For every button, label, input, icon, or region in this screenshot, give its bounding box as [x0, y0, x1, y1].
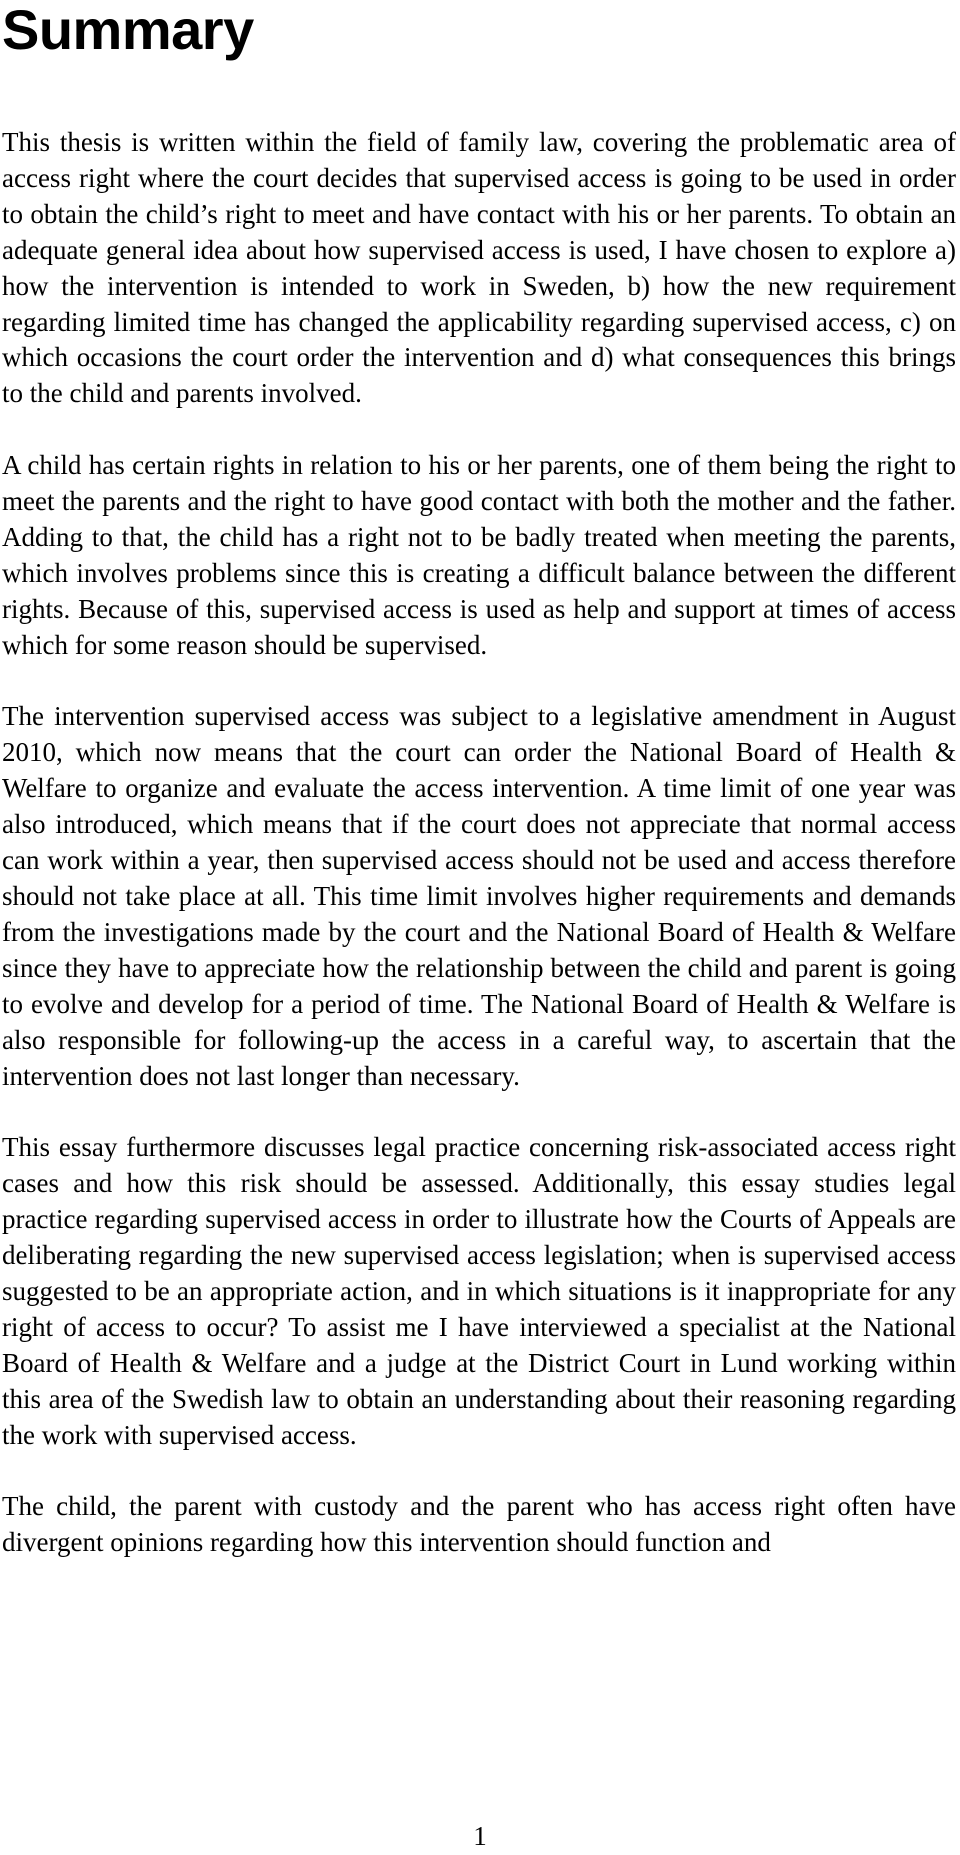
paragraph-3: The intervention supervised access was subject to a legislative amendment in August 2010, which now means that the court can order the National Board of Health & Welfare to organize and evaluate the access intervention. A time limit of one year was also introduced, which means that if the court does not appreciate that normal access can work within a year, then supervised access should not be used and access therefore should not take place at all. This time limit involves higher requirements and demands from the investigations made by the court and the National Board of Health & Welfare since they have to appreciate how the relationship between the child and parent is going to evolve and develop for a period of time. The National Board of Health & Welfare is also responsible for following-up the access in a careful way, to ascertain that the intervention does not last longer than necessary. [2, 701, 956, 1091]
paragraph-5: The child, the parent with custody and the parent who has access right often have divergent opinions regarding how this intervention should function and [2, 1491, 956, 1558]
paragraph-4: This essay furthermore discusses legal practice concerning risk-associated access right cases and how this risk should be assessed. Additionally, this essay studies legal practice regarding supervised access in order to illustrate how the Courts of Appeals are deliberating regarding the new supervised access legislation; when is supervised access suggested to be an appropriate action, and in which situations is it inappropriate for any right of access to occur? To assist me I have interviewed a specialist at the National Board of Health & Welfare and a judge at the District Court in Lund working within this area of the Swedish law to obtain an understanding about their reasoning regarding the work with supervised access. [2, 1132, 956, 1450]
summary-body [2, 125, 956, 1561]
page-title: Summary [2, 0, 254, 61]
page-number: 1 [473, 1821, 487, 1851]
paragraph-2: A child has certain rights in relation to his or her parents, one of them being the right to meet the parents and the right to have good contact with both the mother and the father. Adding to that, the child has a right not to be badly treated when meeting the parents, which involves problems since this is creating a difficult balance between the different rights. Because of this, supervised access is used as help and support at times of access which for some reason should be supervised. [2, 450, 956, 660]
paragraph-1: This thesis is written within the field of family law, covering the problematic area of access right where the court decides that supervised access is going to be used in order to obtain the child’s right to meet and have contact with his or her parents. To obtain an adequate general idea about how supervised access is used, I have chosen to explore a) how the intervention is intended to work in Sweden, b) how the new requirement regarding limited time has changed the applicability regarding supervised access, c) on which occasions the court order the intervention and d) what consequences this brings to the child and parents involved. [2, 127, 956, 409]
